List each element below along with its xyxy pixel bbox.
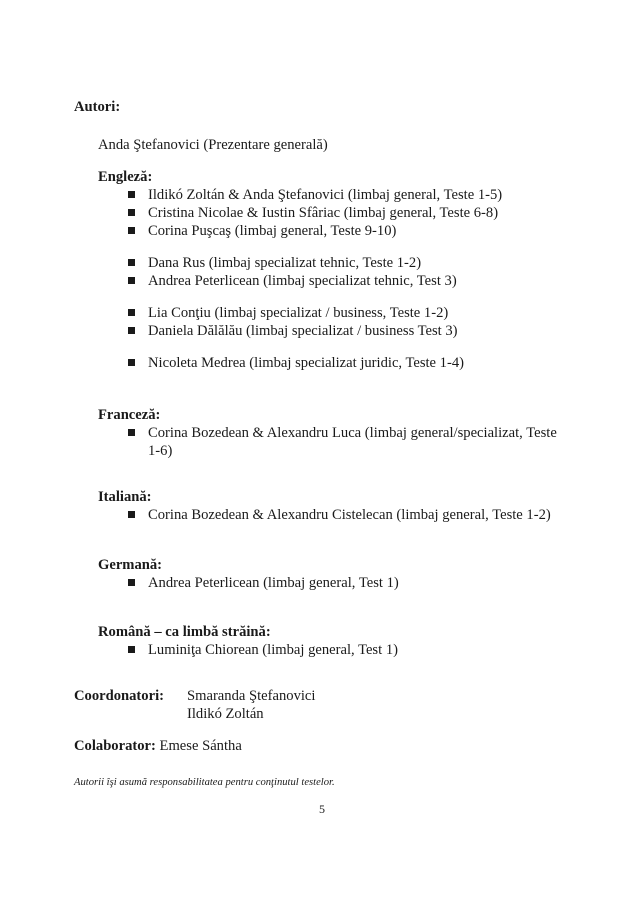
collaborator-line <box>74 737 242 755</box>
general-overview-author: Anda Ştefanovici (Prezentare generală) <box>98 137 328 153</box>
list-item-text: Corina Bozedean & Alexandru Cistelecan (limbaj general, Teste 1-2) <box>148 507 551 523</box>
list-item-text: Cristina Nicolae & Iustin Sfâriac (limbaj general, Teste 6-8) <box>148 205 499 221</box>
list-item-text: Lia Conţiu (limbaj specializat / business, Teste 1-2) <box>148 305 449 321</box>
bullet-square-icon <box>128 309 135 316</box>
page-number: 5 <box>319 802 325 816</box>
list-item-text: Dana Rus (limbaj specializat tehnic, Teste 1-2) <box>148 255 422 271</box>
list-item-text: Nicoleta Medrea (limbaj specializat juridic, Teste 1-4) <box>148 355 464 371</box>
coordinator-name: Smaranda Ştefanovici <box>187 688 316 704</box>
collaborator-name: Emese Sántha <box>159 738 242 754</box>
bullet-square-icon <box>128 327 135 334</box>
list-item-text: Ildikó Zoltán & Anda Ştefanovici (limbaj general, Teste 1-5) <box>148 187 503 203</box>
bullet-square-icon <box>128 259 135 266</box>
collaborator-label: Colaborator: <box>74 738 156 754</box>
list-item-text: Andrea Peterlicean (limbaj specializat tehnic, Test 3) <box>148 273 457 289</box>
coordinator-name: Ildikó Zoltán <box>187 706 264 722</box>
bullet-square-icon <box>128 511 135 518</box>
bullet-square-icon <box>128 191 135 198</box>
bullet-square-icon <box>128 579 135 586</box>
german-heading: Germană: <box>98 557 163 573</box>
bullet-square-icon <box>128 209 135 216</box>
list-item-text: Andrea Peterlicean (limbaj general, Test 1) <box>148 575 399 591</box>
coordinators-label: Coordonatori: <box>74 688 164 704</box>
bullet-square-icon <box>128 646 135 653</box>
list-item-text: Corina Bozedean & Alexandru Luca (limbaj general/specializat, Teste 1-6) <box>148 425 557 459</box>
list-item-text: Corina Puşcaş (limbaj general, Teste 9-10) <box>148 223 397 239</box>
italian-heading: Italiană: <box>98 489 152 505</box>
english-heading: Engleză: <box>98 169 153 185</box>
footnote: Autorii îşi asumă responsabilitatea pentru conţinutul testelor. <box>74 777 335 788</box>
bullet-square-icon <box>128 227 135 234</box>
authors-heading: Autori: <box>74 99 121 115</box>
french-heading: Franceză: <box>98 407 161 423</box>
list-item-text: Luminiţa Chiorean (limbaj general, Test 1) <box>148 642 398 658</box>
bullet-square-icon <box>128 359 135 366</box>
romanian-heading: Română – ca limbă străină: <box>98 624 271 640</box>
bullet-square-icon <box>128 277 135 284</box>
list-item-text: Daniela Dălălău (limbaj specializat / business Test 3) <box>148 323 458 339</box>
bullet-square-icon <box>128 429 135 436</box>
